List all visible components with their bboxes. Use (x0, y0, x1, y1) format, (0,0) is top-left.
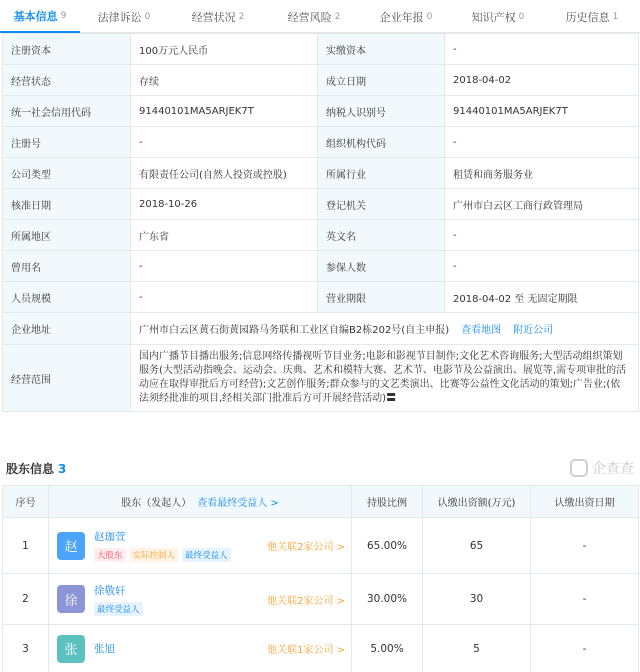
paid-capital: - (445, 34, 639, 65)
address-cell (131, 313, 639, 345)
tab-count: 1 (612, 11, 619, 22)
holder-cell (49, 574, 352, 625)
tab-label: 基本信息 (13, 9, 58, 23)
row-index: 2 (3, 574, 49, 625)
tab-basic-info[interactable] (0, 0, 80, 33)
table-row (3, 625, 639, 672)
holder-name-link[interactable]: 张旭 (94, 643, 115, 655)
authority: 广州市白云区工商行政管理局 (445, 189, 639, 220)
company-type: 有限责任公司(自然人投资或控股) (131, 158, 318, 189)
taxpayer-id: 91440101MA5ARJEK7T (445, 96, 639, 127)
tab-history[interactable] (544, 0, 640, 33)
row-index: 1 (3, 518, 49, 574)
label-taxpayer-id: 纳税人识别号 (318, 96, 445, 127)
label-region: 所属地区 (3, 220, 131, 251)
shareholders-table (2, 485, 639, 672)
qichacha-watermark (570, 458, 634, 478)
label-scope: 经营范围 (3, 345, 131, 412)
ratio: 5.00% (352, 625, 423, 672)
col-subscribed: 认缴出资额(万元) (423, 486, 531, 518)
tab-label: 经营风险 (287, 10, 332, 24)
tab-legal[interactable] (80, 0, 168, 33)
region: 广东省 (131, 220, 318, 251)
tab-label: 法律诉讼 (97, 10, 142, 24)
label-insured: 参保人数 (318, 251, 445, 282)
tab-ip[interactable] (452, 0, 544, 33)
address: 广州市白云区黄石街黄园路马务联和工业区自编B2栋202号(自主申报) (139, 325, 450, 336)
label-paid-capital: 实缴资本 (318, 34, 445, 65)
label-status: 经营状态 (3, 65, 131, 96)
staff-size: - (131, 282, 318, 313)
col-index: 序号 (3, 486, 49, 518)
table-row (3, 574, 639, 625)
reg-no: - (131, 127, 318, 158)
shareholders-count: 3 (58, 462, 67, 476)
insured-count: - (445, 251, 639, 282)
view-map-link[interactable]: 查看地图 (461, 325, 502, 336)
label-company-type: 公司类型 (3, 158, 131, 189)
label-credit-code: 统一社会信用代码 (3, 96, 131, 127)
related-companies-link[interactable]: 他关联2家公司 > (267, 595, 345, 607)
watermark-text: 企查查 (592, 461, 634, 477)
label-english-name: 英文名 (318, 220, 445, 251)
subscribe-date: - (531, 574, 639, 625)
holder-name-link[interactable]: 赵珈萱 (94, 531, 126, 543)
holder-cell (49, 518, 352, 574)
label-former-name: 曾用名 (3, 251, 131, 282)
amount: 30 (423, 574, 531, 625)
label-authority: 登记机关 (318, 189, 445, 220)
tab-risk[interactable] (268, 0, 360, 33)
tag-actual-controller: 实际控制人 (130, 548, 179, 562)
tab-label: 历史信息 (565, 10, 610, 24)
tab-label: 企业年报 (379, 10, 424, 24)
industry: 租赁和商务服务业 (445, 158, 639, 189)
avatar: 张 (57, 635, 85, 663)
subscribe-date: - (531, 518, 639, 574)
org-code: - (445, 127, 639, 158)
label-approval-date: 核准日期 (3, 189, 131, 220)
basic-info-table (2, 33, 639, 412)
status: 存续 (131, 65, 318, 96)
ratio: 65.00% (352, 518, 423, 574)
label-address: 企业地址 (3, 313, 131, 345)
table-row (3, 518, 639, 574)
col-holder-label: 股东（发起人） (121, 498, 192, 509)
label-org-code: 组织机构代码 (318, 127, 445, 158)
credit-code: 91440101MA5ARJEK7T (131, 96, 318, 127)
tab-label: 知识产权 (471, 10, 516, 24)
holder-name-link[interactable]: 徐敬轩 (94, 584, 126, 597)
business-term: 2018-04-02 至 无固定期限 (445, 282, 639, 313)
nearby-companies-link[interactable]: 附近公司 (513, 325, 554, 336)
related-companies-link[interactable]: 他关联2家公司 > (267, 542, 345, 553)
label-staff-size: 人员规模 (3, 282, 131, 313)
col-date: 认缴出资日期 (531, 486, 639, 518)
tab-count: 0 (426, 11, 433, 22)
subscribe-date: - (531, 625, 639, 672)
business-scope: 国内广播节目播出服务;信息网络传播视听节目业务;电影和影视节目制作;文化艺术咨询服务;大型活动组织策划服务(大型活动指晚会、运动会、庆典、艺术和模特大赛、艺术节、电影节及公益演出、展览等,需专项审批的活动应在取得审批后方可经营);文艺创作服务;群众参与的文艺类演出、比赛等公益性文化活动的策划;广告业;(依法须经批准的项目,经相关部门批准后方可开展经营活动)〓 (131, 345, 639, 412)
shareholders-heading (6, 460, 66, 477)
tag-beneficiary: 最终受益人 (94, 602, 143, 616)
tag-beneficiary: 最终受益人 (182, 548, 231, 562)
amount: 65 (423, 518, 531, 574)
label-reg-no: 注册号 (3, 127, 131, 158)
registered-capital: 100万元人民币 (131, 34, 318, 65)
label-industry: 所属行业 (318, 158, 445, 189)
related-companies-link[interactable]: 他关联1家公司 > (267, 645, 345, 656)
tab-operations[interactable] (168, 0, 268, 33)
english-name: - (445, 220, 639, 251)
former-name: - (131, 251, 318, 282)
founded-date: 2018-04-02 (445, 65, 639, 96)
view-beneficiary-link[interactable]: 查看最终受益人 > (197, 498, 279, 509)
avatar: 徐 (57, 585, 85, 613)
amount: 5 (423, 625, 531, 672)
tab-count: 0 (518, 11, 525, 22)
tab-count: 9 (60, 10, 67, 21)
approval-date: 2018-10-26 (131, 189, 318, 220)
label-founded: 成立日期 (318, 65, 445, 96)
tab-annual-report[interactable] (360, 0, 452, 33)
tab-count: 0 (144, 11, 151, 22)
holder-cell (49, 625, 352, 672)
avatar: 赵 (57, 532, 85, 560)
tab-count: 2 (238, 11, 245, 22)
row-index: 3 (3, 625, 49, 672)
shareholders-title: 股东信息 (6, 462, 55, 476)
ratio: 30.00% (352, 574, 423, 625)
label-registered-capital: 注册资本 (3, 34, 131, 65)
col-ratio: 持股比例 (352, 486, 423, 518)
tab-label: 经营状况 (191, 10, 236, 24)
tab-bar (0, 0, 640, 33)
label-term: 营业期限 (318, 282, 445, 313)
qichacha-logo-icon (570, 459, 588, 477)
tab-count: 2 (334, 11, 341, 22)
tag-major-shareholder: 大股东 (94, 548, 126, 562)
col-holder (49, 486, 352, 518)
